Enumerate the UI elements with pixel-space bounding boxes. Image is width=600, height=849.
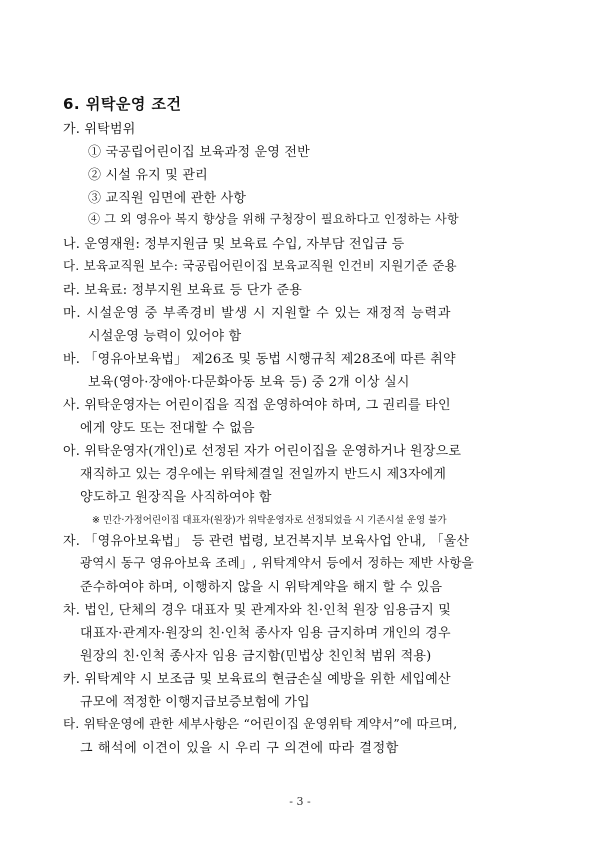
sub-item-3: ③ 교직원 임면에 관한 사항 [88,191,247,206]
item-ma-cont: 시설운영 능력이 있어야 함 [88,329,242,344]
item-cha: 차. 법인, 단체의 경우 대표자 및 관계자와 친·인척 원장 임용금지 및 [63,603,452,618]
item-ga: 가. 위탁범위 [63,122,136,137]
item-ra: 라. 보육료: 정부지원 보육료 등 단가 준용 [63,283,303,298]
item-ta: 타. 위탁운영에 관한 세부사항은 “어린이집 운영위탁 계약서”에 따르며, [63,716,458,731]
item-na: 나. 운영재원: 정부지원금 및 보육료 수입, 자부담 전입금 등 [63,237,405,252]
sub-item-2: ② 시설 유지 및 관리 [88,168,208,183]
item-a-cont-1: 재직하고 있는 경우에는 위탁체결일 전일까지 반드시 제3자에게 [80,467,447,482]
item-ja-cont-1: 광역시 동구 영유아보육 조례」, 위탁계약서 등에서 정하는 제반 사항을 [80,555,474,570]
item-cha-cont-1: 대표자·관계자·원장의 친·인척 종사자 임용 금지하며 개인의 경우 [80,626,451,641]
page-number: - 3 - [289,795,311,808]
section-title: 6. 위탁운영 조건 [63,95,182,113]
item-ja: 자. 「영유아보육법」 등 관련 법령, 보건복지부 보육사업 안내, 「울산 [63,534,470,549]
item-ba: 바. 「영유아보육법」 제26조 및 동법 시행규칙 제28조에 따른 취약 [63,352,456,367]
item-sa: 사. 위탁운영자는 어린이집을 직접 운영하여야 하며, 그 권리를 타인 [63,398,451,413]
sub-item-4: ④ 그 외 영유아 복지 향상을 위해 구청장이 필요하다고 인정하는 사항 [88,212,459,226]
item-ka-cont: 규모에 적정한 이행지급보증보험에 가입 [80,695,310,710]
item-a-cont-2: 양도하고 원장직을 사직하여야 함 [80,490,272,505]
item-cha-cont-2: 원장의 친·인척 종사자 임용 금지함(민법상 친인척 범위 적용) [80,649,432,664]
item-ba-cont: 보육(영아·장애아·다문화아동 보육 등) 중 2개 이상 실시 [88,375,410,390]
item-ta-cont: 그 해석에 이견이 있을 시 우리 구 의견에 따라 결정함 [80,741,399,756]
item-da: 다. 보육교직원 보수: 국공립어린이집 보육교직원 인건비 지원기준 준용 [63,258,457,273]
item-sa-cont: 에게 양도 또는 전대할 수 없음 [80,421,255,436]
note-text: ※ 민간·가정어린이집 대표자(원장)가 위탁운영자로 선정되었을 시 기존시설 운영 불가 [92,515,447,526]
item-ja-cont-2: 준수하여야 하며, 이행하지 않을 시 위탁계약을 해지 할 수 있음 [80,580,443,595]
item-a: 아. 위탁운영자(개인)로 선정된 자가 어린이집을 운영하거나 원장으로 [63,444,462,459]
item-ka: 카. 위탁계약 시 보조금 및 보육료의 현금손실 예방을 위한 세입예산 [63,672,451,687]
item-ma: 마. 시설운영 중 부족경비 발생 시 지원할 수 있는 재정적 능력과 [63,306,452,321]
sub-item-1: ① 국공립어린이집 보육과정 운영 전반 [88,145,310,160]
